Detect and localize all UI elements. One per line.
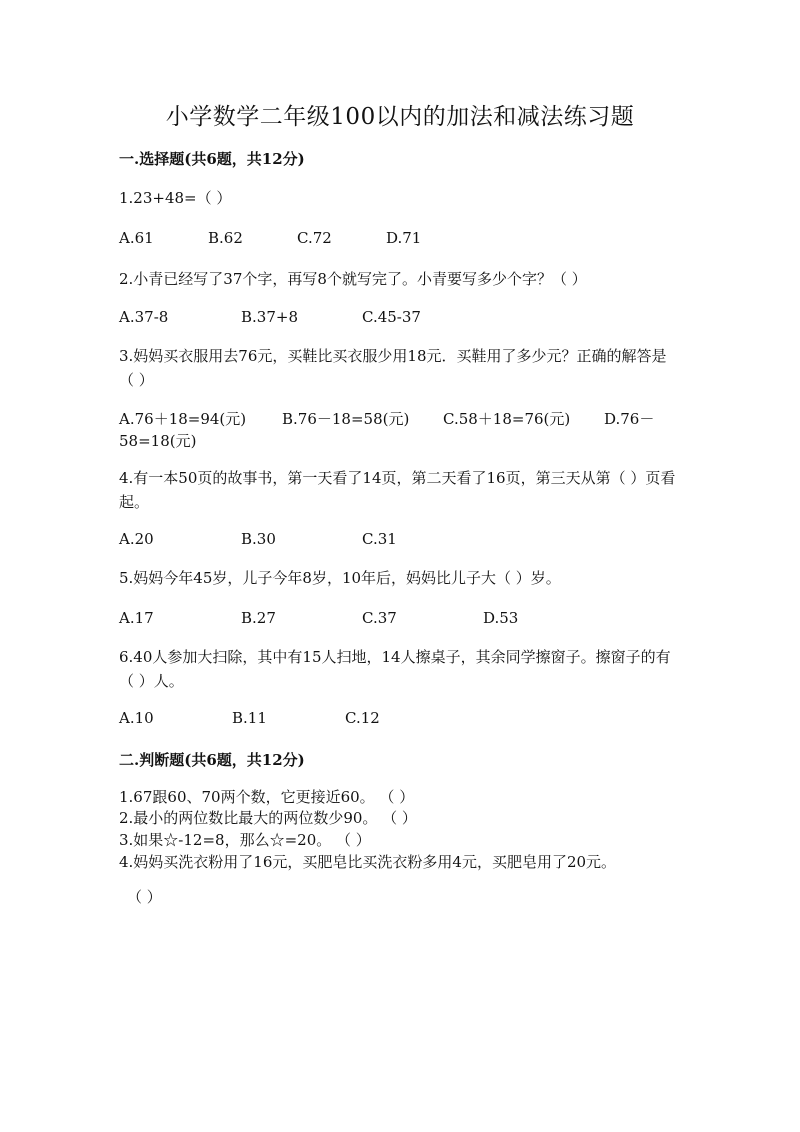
section-header-judgement: 二.判断题(共6题，共12分)	[119, 751, 305, 769]
option-c: C.58＋18=76(元)	[443, 410, 571, 428]
option-d: D.71	[386, 229, 422, 247]
judgement-item: 4.妈妈买洗衣粉用了16元，买肥皂比买洗衣粉多用4元，买肥皂用了20元。	[119, 853, 617, 871]
option-b: B.11	[232, 709, 267, 727]
option-a: A.10	[119, 709, 154, 727]
option-d: D.76－	[604, 410, 655, 428]
judgement-item: 3.如果☆-12=8，那么☆=20。 （ ）	[119, 831, 371, 849]
option-b: B.37+8	[241, 308, 298, 326]
option-b: B.30	[241, 530, 276, 548]
option-d: D.53	[483, 609, 519, 627]
option-a: A.17	[119, 609, 154, 627]
option-c: C.31	[362, 530, 397, 548]
judgement-item: 2.最小的两位数比最大的两位数少90。 （ ）	[119, 809, 417, 827]
judgement-answer-blank: （ ）	[127, 888, 162, 906]
option-a: A.76＋18=94(元)	[119, 410, 247, 428]
page-title: 小学数学二年级100以内的加法和减法练习题	[165, 104, 635, 130]
option-d-continued: 58=18(元)	[119, 432, 197, 450]
option-a: A.61	[119, 229, 154, 247]
section-header-choice: 一.选择题(共6题，共12分)	[119, 150, 305, 168]
option-c: C.72	[297, 229, 332, 247]
option-b: B.76－18=58(元)	[282, 410, 410, 428]
question-stem: 6.40人参加大扫除，其中有15人扫地，14人擦桌子，其余同学擦窗子。擦窗子的有（ ）人。	[119, 648, 671, 690]
option-b: B.62	[208, 229, 243, 247]
judgement-item: 1.67跟60、70两个数，它更接近60。 （ ）	[119, 788, 415, 806]
question-stem: 2.小青已经写了37个字，再写8个就写完了。小青要写多少个字？（ ）	[119, 270, 587, 288]
question-stem: 5.妈妈今年45岁，儿子今年8岁，10年后，妈妈比儿子大（ ）岁。	[119, 569, 561, 587]
option-c: C.37	[362, 609, 397, 627]
question-stem: 1.23+48=（ ）	[119, 189, 232, 207]
option-c: C.45-37	[362, 308, 421, 326]
question-stem: 3.妈妈买衣服用去76元，买鞋比买衣服少用18元．买鞋用了多少元？正确的解答是（ ）	[119, 347, 667, 389]
option-b: B.27	[241, 609, 276, 627]
option-a: A.37-8	[119, 308, 169, 326]
option-a: A.20	[119, 530, 154, 548]
option-c: C.12	[345, 709, 380, 727]
question-stem: 4.有一本50页的故事书，第一天看了14页，第二天看了16页，第三天从第（ ）页看起。	[119, 469, 676, 511]
